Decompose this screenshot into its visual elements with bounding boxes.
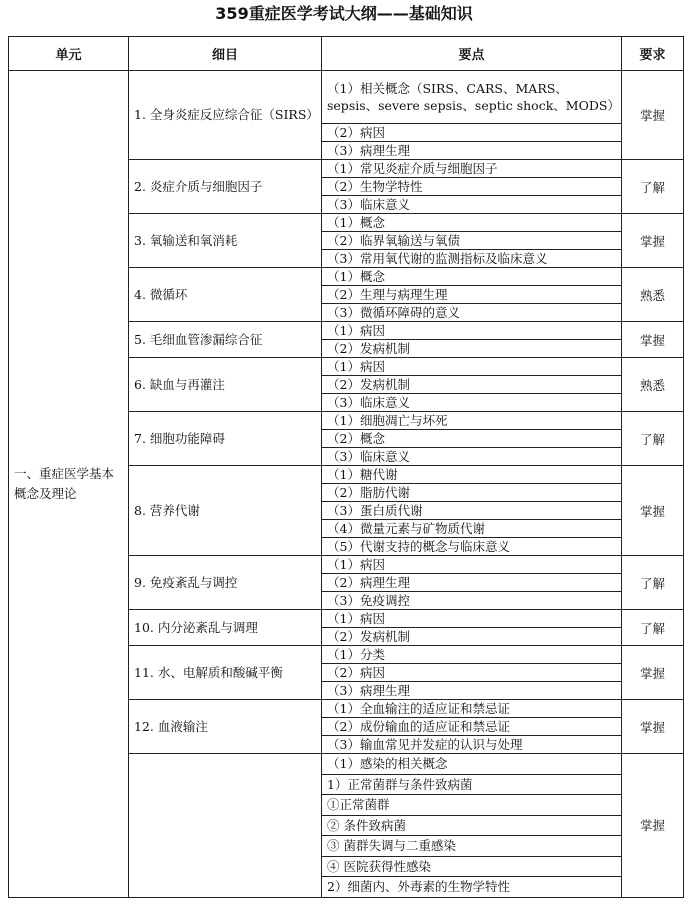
requirement-cell: 掌握 xyxy=(622,700,684,754)
point-cell: （2）生物学特性 xyxy=(322,178,622,196)
detail-cell: 6. 缺血与再灌注 xyxy=(129,358,322,412)
point-cell: （2）概念 xyxy=(322,430,622,448)
detail-cell: 11. 水、电解质和酸碱平衡 xyxy=(129,646,322,700)
point-cell: （1）概念 xyxy=(322,214,622,232)
requirement-cell: 熟悉 xyxy=(622,268,684,322)
table-header-row xyxy=(9,37,684,71)
point-cell: （1）病因 xyxy=(322,358,622,376)
requirement-cell: 掌握 xyxy=(622,754,684,898)
point-cell: （2）临界氧输送与氧债 xyxy=(322,232,622,250)
table-row xyxy=(9,71,684,124)
point-cell: （2）病理生理 xyxy=(322,574,622,592)
point-cell: （3）病理生理 xyxy=(322,142,622,160)
requirement-cell: 了解 xyxy=(622,412,684,466)
detail-cell: 5. 毛细血管渗漏综合征 xyxy=(129,322,322,358)
point-cell: （1）糖代谢 xyxy=(322,466,622,484)
point-cell: （3）免疫调控 xyxy=(322,592,622,610)
point-cell: （1）病因 xyxy=(322,556,622,574)
detail-cell: 7. 细胞功能障碍 xyxy=(129,412,322,466)
point-cell: （2）发病机制 xyxy=(322,628,622,646)
point-cell: （1）常见炎症介质与细胞因子 xyxy=(322,160,622,178)
header-unit: 单元 xyxy=(9,37,129,71)
header-requirement: 要求 xyxy=(622,37,684,71)
point-cell: （3）输血常见并发症的认识与处理 xyxy=(322,736,622,754)
point-cell: ③ 菌群失调与二重感染 xyxy=(322,836,622,857)
requirement-cell: 熟悉 xyxy=(622,358,684,412)
point-cell: （2）发病机制 xyxy=(322,340,622,358)
point-cell: （1）概念 xyxy=(322,268,622,286)
requirement-cell: 掌握 xyxy=(622,71,684,160)
point-cell: ①正常菌群 xyxy=(322,795,622,816)
requirement-cell: 掌握 xyxy=(622,214,684,268)
requirement-cell: 了解 xyxy=(622,556,684,610)
detail-cell: 12. 血液输注 xyxy=(129,700,322,754)
detail-cell: 4. 微循环 xyxy=(129,268,322,322)
requirement-cell: 掌握 xyxy=(622,322,684,358)
page-title: 359重症医学考试大纲——基础知识 xyxy=(215,4,473,23)
point-cell: ④ 医院获得性感染 xyxy=(322,856,622,877)
detail-cell: 8. 营养代谢 xyxy=(129,466,322,556)
point-cell: （5）代谢支持的概念与临床意义 xyxy=(322,538,622,556)
point-cell: 2）细菌内、外毒素的生物学特性 xyxy=(322,877,622,898)
point-cell: （1）感染的相关概念 xyxy=(322,754,622,775)
detail-cell: 1. 全身炎症反应综合征（SIRS） xyxy=(129,71,322,160)
table-body xyxy=(9,71,684,898)
point-cell: （3）临床意义 xyxy=(322,394,622,412)
detail-cell: 9. 免疫紊乱与调控 xyxy=(129,556,322,610)
point-cell: （4）微量元素与矿物质代谢 xyxy=(322,520,622,538)
unit-cell: 一、重症医学基本概念及理论 xyxy=(9,71,129,898)
detail-cell: 3. 氧输送和氧消耗 xyxy=(129,214,322,268)
header-points: 要点 xyxy=(322,37,622,71)
point-cell: （3）微循环障碍的意义 xyxy=(322,304,622,322)
requirement-cell: 掌握 xyxy=(622,466,684,556)
point-cell: （2）发病机制 xyxy=(322,376,622,394)
point-cell: （3）临床意义 xyxy=(322,448,622,466)
header-detail: 细目 xyxy=(129,37,322,71)
point-cell: （1）细胞凋亡与坏死 xyxy=(322,412,622,430)
point-cell: 1）正常菌群与条件致病菌 xyxy=(322,774,622,795)
point-cell: （1）全血输注的适应证和禁忌证 xyxy=(322,700,622,718)
requirement-cell: 了解 xyxy=(622,610,684,646)
point-cell: （1）分类 xyxy=(322,646,622,664)
point-cell: （3）蛋白质代谢 xyxy=(322,502,622,520)
requirement-cell: 了解 xyxy=(622,160,684,214)
point-cell: （1）病因 xyxy=(322,610,622,628)
detail-cell: 10. 内分泌紊乱与调理 xyxy=(129,610,322,646)
point-cell: （2）成份输血的适应证和禁忌证 xyxy=(322,718,622,736)
syllabus-table xyxy=(8,36,684,898)
detail-cell: 2. 炎症介质与细胞因子 xyxy=(129,160,322,214)
point-cell: （2）脂肪代谢 xyxy=(322,484,622,502)
point-cell: （2）生理与病理生理 xyxy=(322,286,622,304)
point-cell: （2）病因 xyxy=(322,664,622,682)
point-cell: （1）病因 xyxy=(322,322,622,340)
point-cell: （3）常用氧代谢的监测指标及临床意义 xyxy=(322,250,622,268)
point-cell: （3）病理生理 xyxy=(322,682,622,700)
point-cell: （2）病因 xyxy=(322,124,622,142)
point-cell: （3）临床意义 xyxy=(322,196,622,214)
detail-cell xyxy=(129,754,322,898)
requirement-cell: 掌握 xyxy=(622,646,684,700)
point-cell: （1）相关概念（SIRS、CARS、MARS、sepsis、severe sepsis、septic shock、MODS） xyxy=(322,71,622,124)
point-cell: ② 条件致病菌 xyxy=(322,815,622,836)
